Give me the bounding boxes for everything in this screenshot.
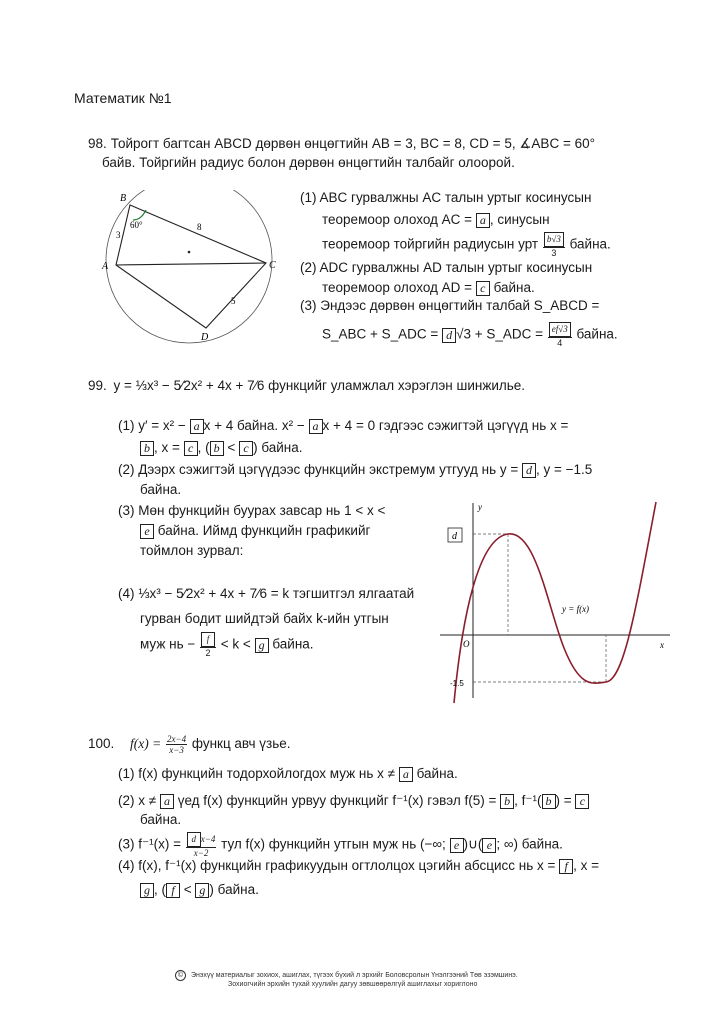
answer-box-b: b (140, 441, 154, 456)
answer-box-e: e (482, 838, 496, 853)
problem-number: 99. (88, 378, 107, 393)
p100-step4-line1: (4) f(x), f⁻¹(x) функцийн графикуудын огтлолцох цэгийн абсцисс нь x = f , x = (118, 858, 600, 873)
answer-box-b: b (542, 794, 556, 809)
answer-box-a: a (160, 794, 174, 809)
p99-step4-line3: муж нь − $\frac{f}{2}$ < k < g байна. (140, 634, 314, 658)
answer-box-d: d (187, 832, 201, 847)
footer-line1: Энэхүү материалыг зохиох, ашиглах, түгээх бүхий л эрхийг Боловсролын Үнэлгээний Төв эзэмшинэ. (190, 972, 518, 979)
p99-step2-line1: (2) Дээрх сэжигтэй цэгүүдээс функцийн экстремум утгууд нь y = d , y = −1.5 (118, 462, 593, 477)
problem-number: 98. (88, 136, 107, 151)
answer-box-c: c (239, 441, 253, 456)
answer-box-f: f (201, 632, 215, 647)
p98-step2-line1: (2) ADC гурвалжны AD талын уртыг косинусын (300, 260, 593, 275)
p100-step4-line2: g , ( f < g ) байна. (140, 882, 259, 898)
inverse-fraction: $\frac{\text{d x−4}}{x-2}$ (186, 832, 217, 858)
problem-98-line1: 98. Тойрогт багтсан ABCD дөрвөн өнцөгтийн AB = 3, BC = 8, CD = 5, ∡ABC = 60° (88, 136, 595, 151)
p98-step2-line2: теоремоор олоход AD = c байна. (322, 280, 535, 295)
d-label: d (452, 531, 457, 542)
p99-step3-line2: e байна. Иймд функцийн графикийг (140, 523, 370, 539)
problem-100-intro: 100. f(x) = $\frac{2x-4}{x-3}$ функц авч үзье. (88, 734, 291, 755)
radius-fraction: $\frac{b√3}{3}$ (543, 232, 565, 258)
p98-step1-line2: теоремоор олоход AC = a , синусын (322, 212, 550, 227)
vertex-a-label: A (102, 261, 109, 272)
answer-box-c: c (575, 794, 589, 809)
vertex-c-label: C (269, 260, 276, 271)
cubic-curve (454, 502, 656, 703)
answer-box-a: a (190, 419, 204, 434)
page-title: Математик №1 (74, 90, 172, 106)
answer-box-ef: ef√3 (549, 322, 571, 337)
cubic-function-graph (440, 498, 680, 708)
inscribed-quadrilateral-figure (96, 190, 296, 350)
p99-step2-line2: байна. (140, 482, 182, 497)
angle-label: 60° (130, 220, 143, 230)
min-value-label: -1.5 (450, 679, 464, 688)
problem-98-line2: байв. Тойргийн радиус болон дөрвөн өнцөгтийн талбайг олоорой. (102, 155, 515, 170)
p100-step1: (1) f(x) функцийн тодорхойлогдох муж нь x ≠ a байна. (118, 766, 458, 781)
copyright-icon: © (175, 970, 186, 981)
circumcircle (106, 190, 272, 343)
answer-box-f: f (166, 883, 180, 898)
side-ab-label: 3 (116, 230, 121, 240)
p99-step3-line1: (3) Мөн функцийн буурах завсар нь 1 < x < (118, 503, 386, 518)
answer-box-e: e (450, 838, 464, 853)
area-fraction: $\frac{ef√3}{4}$ (548, 322, 572, 348)
answer-box-d: d (522, 463, 536, 478)
p99-step3-line3: тоймлон зурвал: (140, 543, 244, 558)
vertex-b-label: B (120, 193, 127, 204)
answer-box-g: g (195, 883, 209, 898)
p100-step2-line1: (2) x ≠ a үед f(x) функцийн урвуу функцийг f⁻¹(x) гэвэл f(5) = b , f⁻¹( b ) = c (118, 793, 589, 809)
problem-99-intro: 99. y = ⅓x³ − 5⁄2x² + 4x + 7⁄6 функцийг уламжлал хэрэглэн шинжилье. (88, 378, 526, 393)
x-axis-label: x (660, 640, 664, 650)
origin-label: O (463, 639, 470, 649)
p98-step3-line1: (3) Эндээс дөрвөн өнцөгтийн талбай S_ABCD = (300, 298, 600, 313)
y-axis-label: y (478, 502, 482, 512)
p98-step3-line2: S_ABC + S_ADC = d √3 + S_ADC = $\frac{ef√3}{4}$ байна. (322, 324, 618, 348)
p98-step1-line3: теоремоор тойргийн радиусын урт $\frac{b√3}{3}$ байна. (322, 234, 611, 258)
answer-box-c: c (184, 441, 198, 456)
answer-box-a: a (399, 767, 413, 782)
answer-box-b: b (500, 794, 514, 809)
function-fraction: $\frac{2x-4}{x-3}$ (167, 734, 187, 755)
problem-number: 100. (88, 736, 115, 752)
diagonal-ac (116, 263, 266, 265)
p100-step3: (3) f⁻¹(x) = $\frac{\text{d x−4}}{x-2}$ тул f(x) функцийн утгын муж нь (−∞; e )∪( e ; ∞) байна. (118, 833, 563, 858)
p99-step4-line1: (4) ⅓x³ − 5⁄2x² + 4x + 7⁄6 = k тэгшитгэл ялгаатай (118, 586, 415, 601)
answer-box-b: b (210, 441, 224, 456)
answer-box-e: e (140, 524, 154, 539)
side-cd-label: 5 (231, 296, 236, 306)
k-lower-fraction: $\frac{f}{2}$ (200, 632, 216, 658)
p99-step1-line1: (1) y′ = x² − a x + 4 байна. x² − a x + 4 = 0 гэдгээс сэжигтэй цэгүүд нь x = (118, 418, 569, 433)
footer (175, 970, 518, 981)
answer-box-d: d (442, 328, 456, 343)
p99-step1-line2: b , x = c , ( b < c ) байна. (140, 440, 303, 456)
answer-box-a: a (309, 419, 323, 434)
footer-line2: Зохиогчийн эрхийн тухай хуулийн дагуу зөвшөөрөлгүй ашиглахыг хориглоно (228, 981, 478, 988)
vertex-d-label: D (201, 332, 209, 343)
center-point (188, 251, 191, 254)
answer-box-f: f (559, 859, 573, 874)
p99-step4-line2: гурван бодит шийдтэй байх k-ийн утгын (140, 611, 389, 626)
answer-box-g: g (255, 638, 269, 653)
p98-step1-line1: (1) ABC гурвалжны AC талын уртыг косинусын (300, 190, 592, 205)
side-bc-label: 8 (197, 222, 202, 232)
function-label: y = f(x) (562, 604, 590, 614)
answer-box-b: b√3 (544, 232, 564, 247)
answer-box-c: c (476, 281, 490, 296)
p100-step2-line2: байна. (140, 812, 182, 827)
answer-box-a: a (476, 213, 490, 228)
answer-box-g: g (140, 883, 154, 898)
